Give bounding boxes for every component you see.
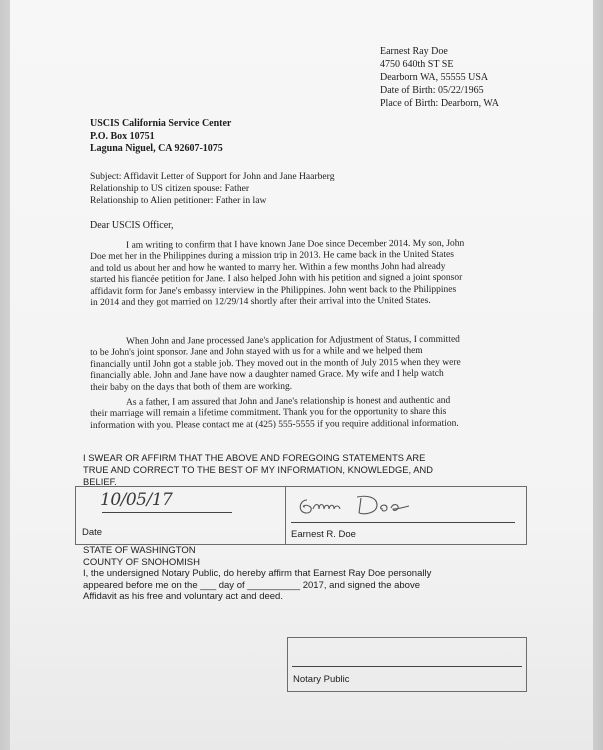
paragraph-line: affidavit form for Jane's embassy interview in the Philippines. John went back to the Philippines [90,284,457,297]
notary-line: Affidavit as his free and voluntary act and deed. [83,591,283,603]
notary-county: COUNTY OF SNOHOMISH [83,556,200,568]
handwritten-date: 10/05/17 [100,490,173,510]
paragraph-line: to be John's joint sponsor. Jane and John stayed with us for a while and we helped them [90,346,423,359]
paragraph-line: financially until John got a stable job. They moved out in the month of July 2015 when they were [90,357,461,370]
relationship-petitioner-line: Relationship to Alien petitioner: Father in law [90,195,267,206]
paragraph-line: Doe met her in the Philippines during a mission trip in 2013. He came back in the United States [90,250,454,263]
paragraph-line: I am writing to confirm that I have known Jane Doe since December 2014. My son, John [125,238,465,251]
sender-city: Dearborn WA, 55555 USA [380,72,489,83]
signature-box [75,486,527,545]
notary-signature-box [287,637,527,692]
sender-dob: Date of Birth: 05/22/1965 [380,85,484,96]
affirmation-line: I SWEAR OR AFFIRM THAT THE ABOVE AND FOREGOING STATEMENTS ARE [83,453,426,463]
paragraph-line: information with you. Please contact me at (425) 555-5555 if you require additional information. [90,418,459,431]
signer-name-label: Earnest R. Doe [291,529,356,540]
affirmation-statement [83,452,433,488]
notary-line: appeared before me on the ___ day of __________ 2017, and signed the above [83,579,420,591]
paragraph-line: When John and Jane processed Jane's application for Adjustment of Status, I committed [125,334,460,347]
recipient-address-block [90,118,231,156]
recipient-line-3: Laguna Niguel, CA 92607-1075 [90,143,223,154]
signature-image [295,491,415,521]
paragraph-line: their marriage will remain a lifetime commitment. Thank you for the opportunity to share this [90,407,447,420]
paragraph-line: in 2014 and they got married on 12/29/14 shortly after their arrival into the United States. [90,295,431,309]
notary-state: STATE OF WASHINGTON [83,545,196,556]
notary-signature-line [292,666,522,667]
paragraph-line: financially able. John and Jane have now a daughter named Grace. My wife and I help watch [90,369,444,382]
signature-box-divider [285,487,286,544]
affirmation-line: TRUE AND CORRECT TO THE BEST OF MY INFORMATION, KNOWLEDGE, AND [83,465,434,475]
relationship-spouse-line: Relationship to US citizen spouse: Father [90,183,250,194]
paragraph-line: and told us about her and how he wanted to marry her. Within a few months John had already [90,261,446,274]
recipient-line-2: P.O. Box 10751 [90,130,155,142]
date-line [102,512,232,513]
subject-line: Subject: Affidavit Letter of Support for John and Jane Haarberg [90,171,335,182]
paragraph-line: As a father, I am assured that John and Jane's relationship is honest and authentic and [125,395,451,408]
notary-statement [83,545,431,603]
sender-name: Earnest Ray Doe [380,46,448,57]
date-label: Date [82,527,103,538]
sender-address-block [380,45,499,110]
body-paragraph-2 [90,334,530,394]
notary-line: I, the undersigned Notary Public, do hereby affirm that Earnest Ray Doe personally [83,568,432,580]
signature-line [291,522,515,523]
sender-pob: Place of Birth: Dearborn, WA [380,98,499,109]
body-paragraph-3 [90,395,530,432]
document-page [10,0,593,750]
recipient-line-1: USCIS California Service Center [90,118,232,129]
subject-block [90,171,335,207]
affirmation-line: BELIEF. [83,477,117,487]
notary-public-label: Notary Public [293,674,350,685]
greeting: Dear USCIS Officer, [90,220,174,231]
sender-street: 4750 640th ST SE [380,59,454,70]
body-paragraph-1 [90,238,530,309]
paragraph-line: started his fiancée petition for Jane. I also helped John with his petition and signed a joint sponsor [90,272,463,286]
paragraph-line: their baby on the days that both of them are working. [90,381,293,393]
